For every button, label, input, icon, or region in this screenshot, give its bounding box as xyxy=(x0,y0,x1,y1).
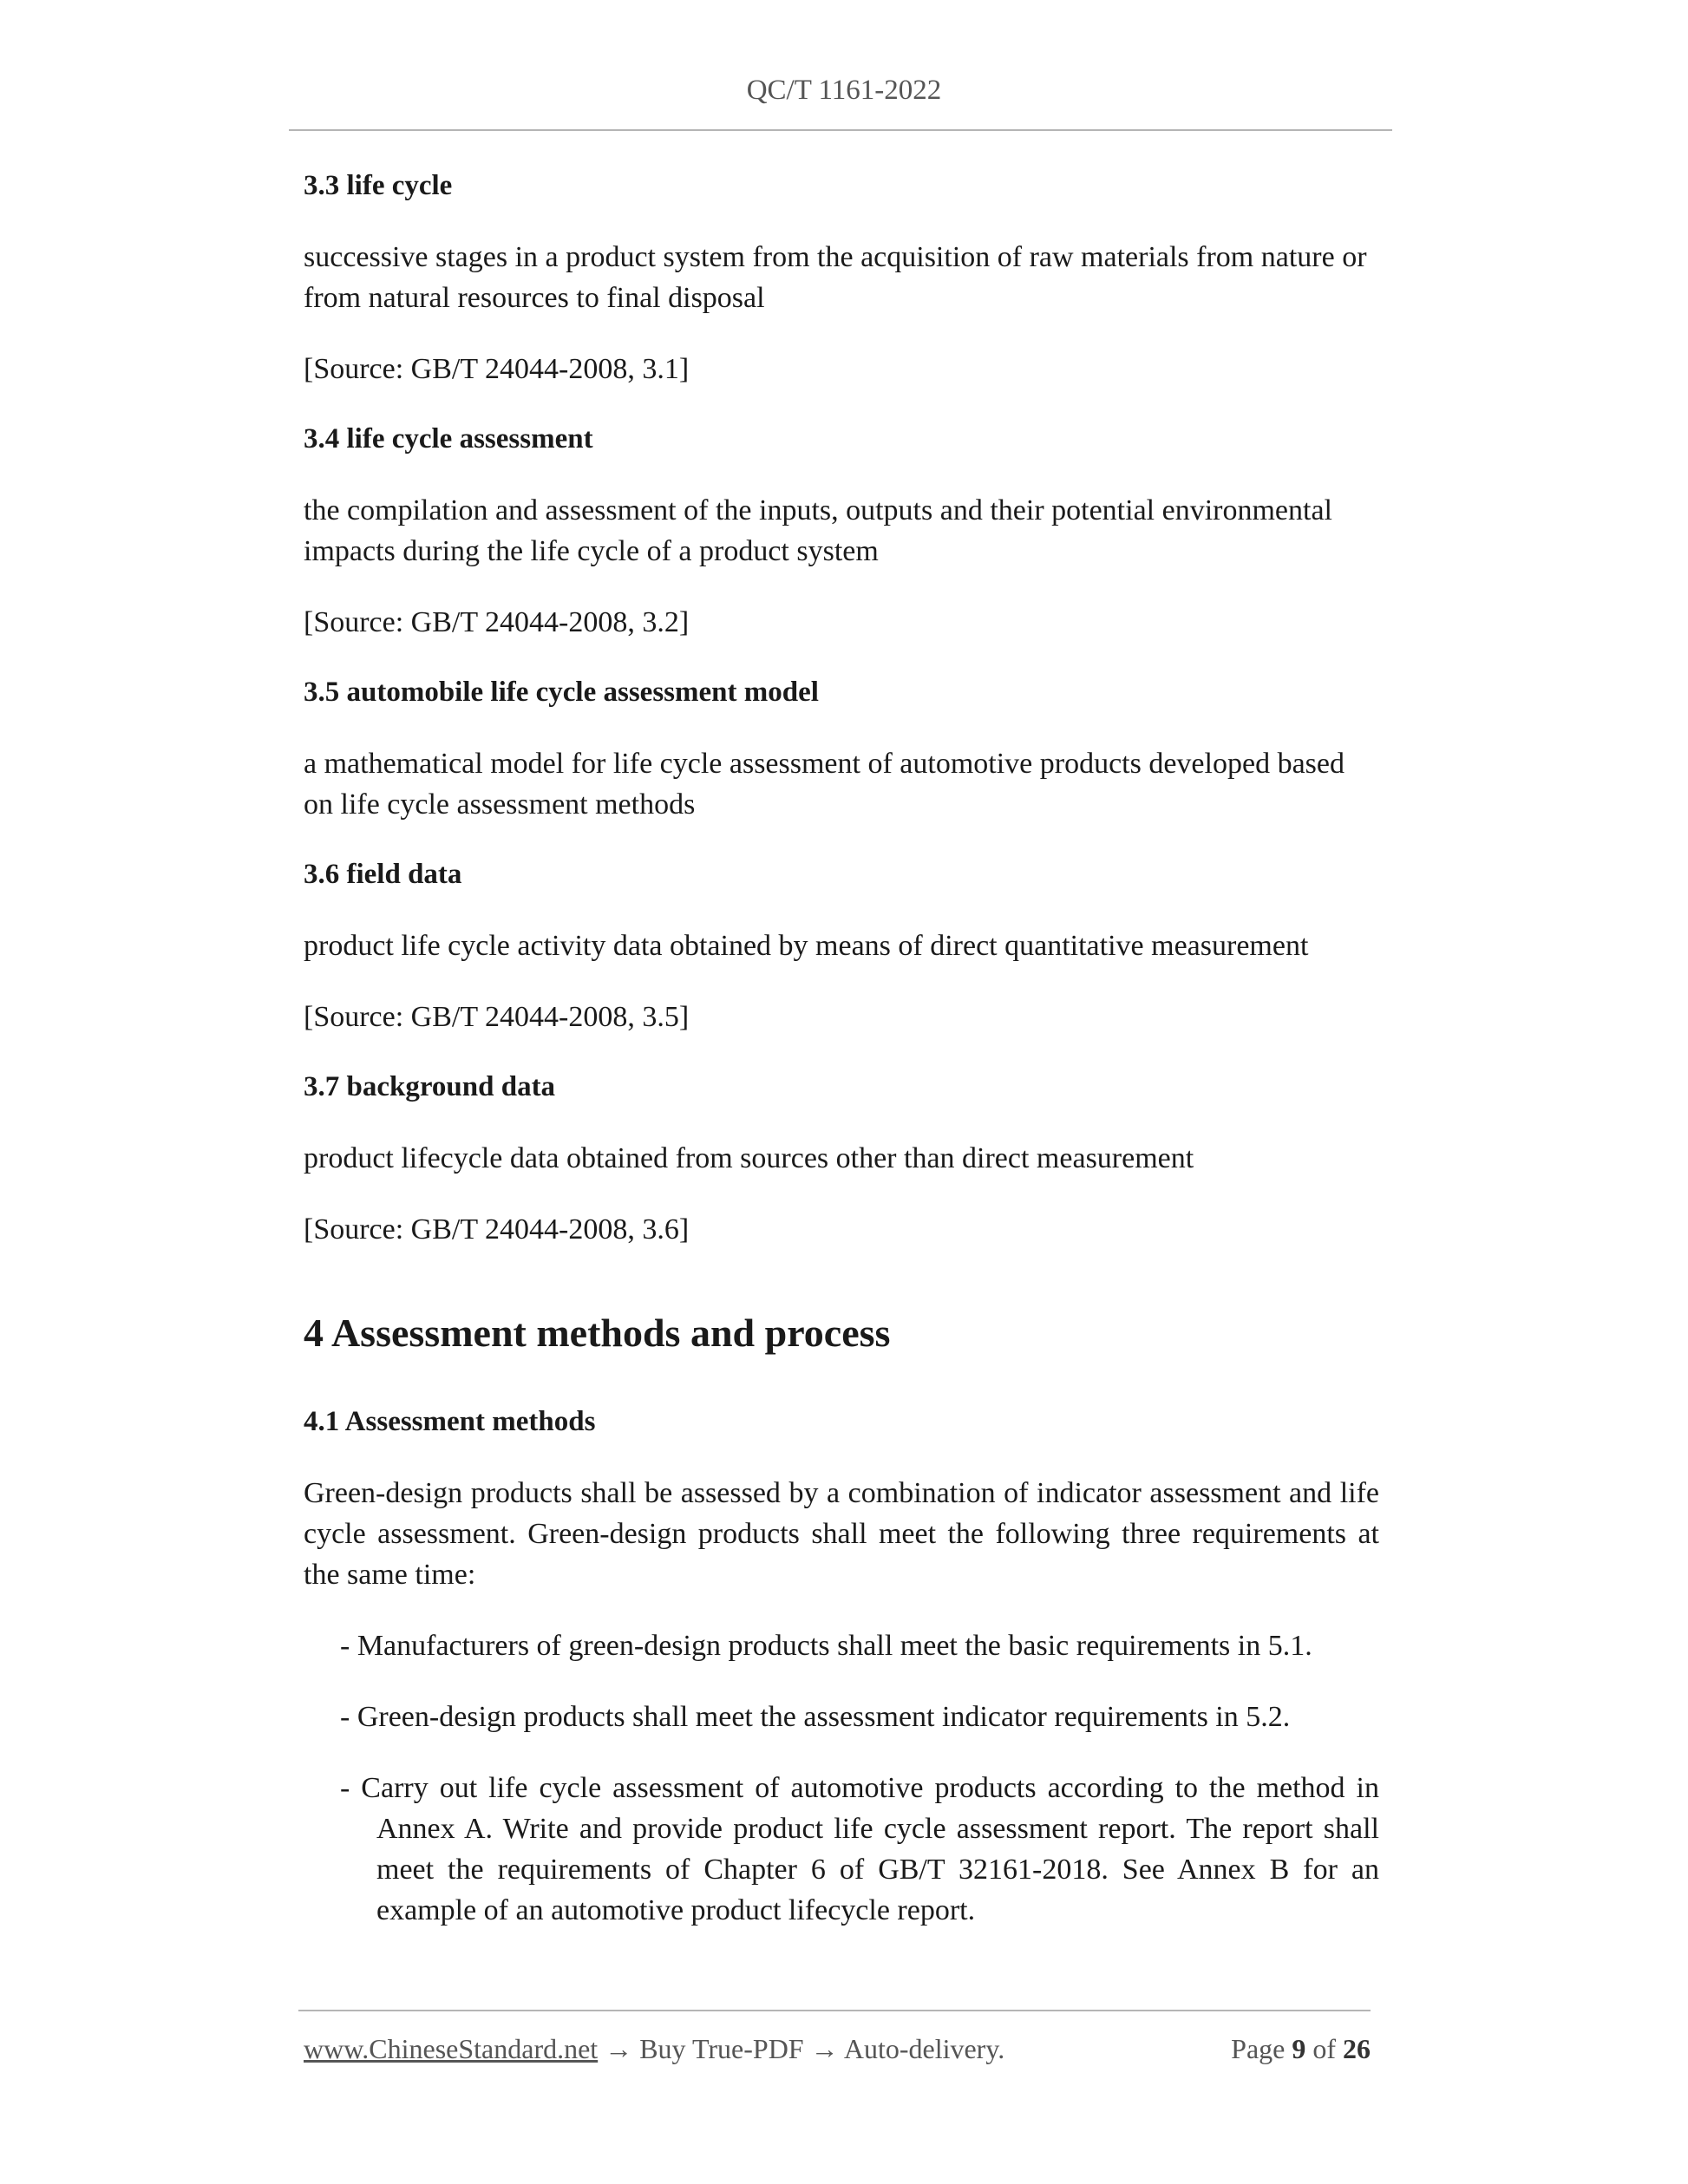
page-total: 26 xyxy=(1343,2033,1371,2064)
document-header: QC/T 1161-2022 xyxy=(746,75,942,106)
term-definition-3-5: a mathematical model for life cycle assessment of automotive products developed based on life cycle assessment methods xyxy=(304,748,1345,821)
term-definition-3-4: the compilation and assessment of the inputs, outputs and their potential environmental impacts during the life cycle of a product system xyxy=(304,494,1332,567)
term-source-3-7: [Source: GB/T 24044-2008, 3.6] xyxy=(304,1213,690,1246)
arrow-right-icon: → xyxy=(810,2033,839,2064)
requirement-item-3: - Carry out life cycle assessment of automotive products according to the method in Annex A. Write and provide product life cycle assessment report. The report shall meet the requirements of Chapter 6 of GB/T 32161-2018. See Annex B for an example of an automotive product lifecycle report. xyxy=(340,1772,1379,1926)
term-source-3-4: [Source: GB/T 24044-2008, 3.2] xyxy=(304,606,690,638)
page-number: 9 xyxy=(1292,2033,1306,2064)
term-definition-3-3: successive stages in a product system from the acquisition of raw materials from nature or from natural resources to final disposal xyxy=(304,241,1367,314)
term-heading-3-3: 3.3 life cycle xyxy=(304,170,453,201)
footer-divider xyxy=(298,2010,1371,2011)
of-label: of xyxy=(1312,2033,1336,2064)
term-source-3-3: [Source: GB/T 24044-2008, 3.1] xyxy=(304,353,690,385)
term-heading-3-7: 3.7 background data xyxy=(304,1071,556,1102)
requirement-item-2: - Green-design products shall meet the assessment indicator requirements in 5.2. xyxy=(340,1701,1291,1733)
page-content xyxy=(304,167,1379,1961)
term-heading-3-6: 3.6 field data xyxy=(304,859,462,890)
section-4-1-heading: 4.1 Assessment methods xyxy=(304,1406,596,1437)
page-indicator xyxy=(1231,2030,1371,2068)
term-definition-3-7: product lifecycle data obtained from sources other than direct measurement xyxy=(304,1142,1194,1174)
term-heading-3-4: 3.4 life cycle assessment xyxy=(304,423,593,454)
section-4-1-intro: Green-design products shall be assessed by a combination of indicator assessment and life cycle assessment. Green-design products shall meet the following three requirements at the same time: xyxy=(304,1477,1379,1591)
requirement-item-1: - Manufacturers of green-design products shall meet the basic requirements in 5.1. xyxy=(340,1630,1312,1662)
footer-promo xyxy=(304,2030,1004,2068)
header-divider xyxy=(289,129,1392,131)
chinesestandard-link[interactable]: www.ChineseStandard.net xyxy=(304,2033,599,2064)
page-label: Page xyxy=(1231,2033,1286,2064)
term-heading-3-5: 3.5 automobile life cycle assessment model xyxy=(304,677,819,708)
term-source-3-6: [Source: GB/T 24044-2008, 3.5] xyxy=(304,1001,690,1033)
chapter-4-heading: 4 Assessment methods and process xyxy=(304,1311,891,1355)
arrow-right-icon: → xyxy=(605,2033,633,2064)
auto-delivery-text: Auto-delivery. xyxy=(843,2033,1005,2064)
term-definition-3-6: product life cycle activity data obtained by means of direct quantitative measurement xyxy=(304,930,1309,962)
buy-true-pdf-text: Buy True-PDF xyxy=(639,2033,804,2064)
